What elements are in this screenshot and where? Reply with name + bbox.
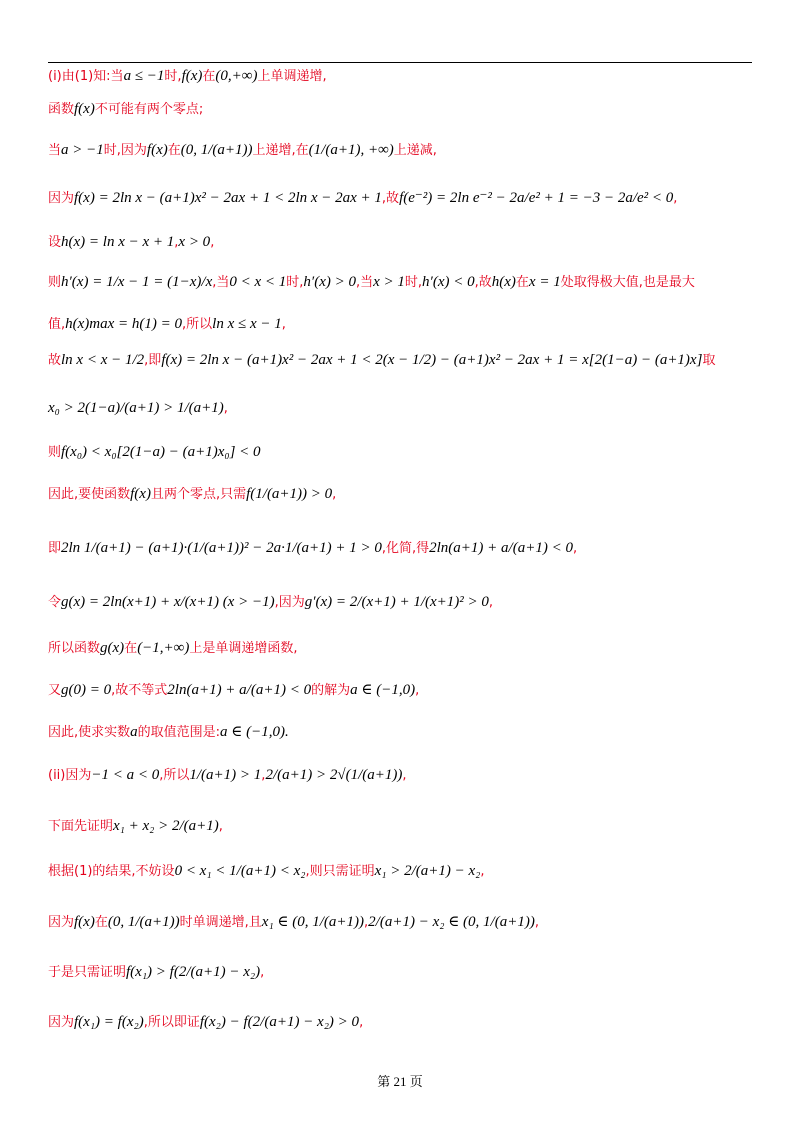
chinese-text: 令 [48, 595, 62, 610]
chinese-text: 因为 [48, 1015, 75, 1030]
chinese-text: 根据(1)的结果,不妨设 [48, 864, 175, 879]
math-expression: f(x) [181, 68, 203, 84]
solution-line [48, 816, 223, 837]
math-expression: g(0) = 0 [61, 682, 112, 698]
math-expression: f(x₂) − f(2/(a+1) − x₂) > 0 [199, 1014, 360, 1030]
math-expression: f(1/(a+1)) > 0 [246, 486, 333, 502]
chinese-text: 时, [404, 275, 423, 290]
chinese-text: (ii)因为 [48, 768, 92, 783]
math-expression: 2ln(a+1) + a/(a+1) < 0 [167, 682, 312, 698]
solution-line [48, 484, 336, 505]
chinese-text: 设 [48, 235, 62, 250]
math-expression: h′(x) = 1/x − 1 = (1−x)/x [61, 274, 213, 290]
math-expression: 2ln 1/(a+1) − (a+1)·(1/(a+1))² − 2a·1/(a+1) + 1 > 0 [61, 540, 382, 556]
chinese-text: 因为 [48, 915, 75, 930]
math-expression: x₁ ∈ (0, 1/(a+1)) [261, 914, 365, 930]
math-expression: x > 0 [178, 234, 211, 250]
chinese-text: ,所以 [159, 768, 190, 783]
solution-line [48, 350, 715, 371]
math-expression: 0 < x < 1 [229, 274, 287, 290]
solution-line [48, 314, 286, 335]
math-expression: (0, 1/(a+1)) [180, 142, 253, 158]
math-expression: h(x) = ln x − x + 1 [61, 234, 175, 250]
math-expression: a [130, 724, 138, 740]
solution-line [48, 765, 406, 786]
chinese-text: 则 [48, 445, 62, 460]
solution-line [48, 99, 203, 120]
chinese-text: 在 [202, 69, 216, 84]
chinese-text: 不可能有两个零点; [94, 102, 204, 117]
chinese-text: , [210, 235, 215, 250]
math-expression: f(x) [74, 101, 95, 117]
solution-line [48, 188, 677, 209]
chinese-text: ,则只需证明 [305, 864, 375, 879]
math-expression: 0 < x₁ < 1/(a+1) < x₂ [174, 863, 306, 879]
chinese-text: , [359, 1015, 364, 1030]
chinese-text: 因为 [48, 191, 75, 206]
chinese-text: 值, [48, 317, 66, 332]
chinese-text: , [223, 401, 228, 416]
math-expression: (0, 1/(a+1)) [107, 914, 180, 930]
chinese-text: 又 [48, 683, 62, 698]
chinese-text: 上递增,在 [252, 143, 309, 158]
chinese-text: , [572, 541, 578, 556]
chinese-text: 上是单调递增函数, [189, 641, 298, 656]
chinese-text: , [218, 819, 223, 834]
chinese-text: ,因为 [274, 595, 305, 610]
chinese-text: 的取值范围是: [137, 725, 221, 740]
math-expression: f(x₁) > f(2/(a+1) − x₂) [126, 964, 261, 980]
math-expression: h(x) [491, 274, 516, 290]
math-expression: ln x ≤ x − 1 [212, 316, 282, 332]
math-expression: 2/(a+1) − x₂ ∈ (0, 1/(a+1)) [368, 914, 535, 930]
chinese-text: 因此,要使函数 [48, 487, 131, 502]
math-expression: f(x₀) < x₀[2(1−a) − (a+1)x₀] < 0 [61, 444, 261, 460]
chinese-text: ,所以 [182, 317, 213, 332]
chinese-text: 的解为 [311, 683, 351, 698]
math-expression: a ∈ (−1,0). [220, 724, 289, 740]
chinese-text: 因此,使求实数 [48, 725, 131, 740]
solution-line [48, 722, 289, 743]
chinese-text: 所以函数 [48, 641, 101, 656]
chinese-text: ,当 [212, 275, 230, 290]
chinese-text: ,故 [381, 191, 400, 206]
chinese-text: 即 [48, 541, 62, 556]
chinese-text: , [402, 768, 407, 783]
chinese-text: 于是只需证明 [48, 965, 127, 980]
chinese-text: 故 [48, 353, 62, 368]
chinese-text: , [332, 487, 337, 502]
math-expression: g′(x) = 2/(x+1) + 1/(x+1)² > 0 [304, 594, 489, 610]
solution-line [48, 592, 493, 613]
chinese-text: ,故 [474, 275, 492, 290]
chinese-text: , [415, 683, 420, 698]
solution-line [48, 66, 327, 87]
math-expression: x = 1 [528, 274, 561, 290]
math-expression: x₁ > 2/(a+1) − x₂ [374, 863, 481, 879]
solution-line [48, 962, 264, 983]
math-expression: 2ln(a+1) + a/(a+1) < 0 [429, 540, 573, 556]
math-expression: (0,+∞) [215, 68, 258, 84]
math-expression: x > 1 [373, 274, 405, 290]
math-expression: a ≤ −1 [123, 68, 165, 84]
chinese-text: , [673, 191, 678, 206]
math-expression: h′(x) > 0 [303, 274, 356, 290]
chinese-text: 则 [48, 275, 62, 290]
page-footer: 第 21 页 [377, 1074, 423, 1089]
math-expression: f(x) = 2ln x − (a+1)x² − 2ax + 1 < 2(x − 1/2) − (a+1)x² − 2ax + 1 = x[2(1−a) − (a+1)x] [161, 352, 703, 368]
chinese-text: , [260, 965, 265, 980]
solution-line [48, 638, 298, 659]
math-expression: ln x < x − 1/2 [61, 352, 145, 368]
chinese-text: , [534, 915, 539, 930]
chinese-text: 且两个零点,只需 [150, 487, 247, 502]
chinese-text: , [480, 864, 485, 879]
chinese-text: 时, [164, 69, 182, 84]
chinese-text: 取 [702, 353, 716, 368]
math-expression: a > −1 [61, 142, 104, 158]
chinese-text: 上单调递增, [257, 69, 327, 84]
chinese-text: 下面先证明 [48, 819, 114, 834]
math-expression: 1/(a+1) > 1 [189, 767, 262, 783]
math-expression: x₁ + x₂ > 2/(a+1) [113, 818, 219, 834]
solution-line [48, 538, 577, 559]
chinese-text: 处取得极大值,也是最大 [560, 275, 695, 290]
solution-line [48, 680, 419, 701]
chinese-text: 函数 [48, 102, 75, 117]
math-expression: −1 < a < 0 [91, 767, 160, 783]
solution-line [48, 232, 214, 253]
chinese-text: 时,因为 [103, 143, 147, 158]
math-expression: f(x) [146, 142, 168, 158]
math-expression: f(x₁) = f(x₂) [74, 1014, 144, 1030]
math-expression: h′(x) < 0 [422, 274, 475, 290]
math-expression: f(e⁻²) = 2ln e⁻² − 2a/e² + 1 = −3 − 2a/e² < 0 [399, 190, 674, 206]
chinese-text: 在 [94, 915, 108, 930]
chinese-text: 在 [124, 641, 138, 656]
solution-line [48, 442, 261, 463]
chinese-text: ,即 [144, 353, 162, 368]
math-expression: f(x) = 2ln x − (a+1)x² − 2ax + 1 < 2ln x − 2ax + 1 [74, 190, 382, 206]
solution-line [48, 861, 485, 882]
chinese-text: , [174, 235, 179, 250]
chinese-text: ,化简,得 [381, 541, 430, 556]
chinese-text: 时, [286, 275, 304, 290]
math-expression: g(x) = 2ln(x+1) + x/(x+1) (x > −1) [61, 594, 275, 610]
math-expression: h(x)max = h(1) = 0 [65, 316, 183, 332]
chinese-text: 时单调递增,且 [179, 915, 262, 930]
chinese-text: , [488, 595, 494, 610]
solution-line [48, 398, 228, 419]
solution-line [48, 272, 695, 293]
chinese-text: 当 [48, 143, 62, 158]
chinese-text: 在 [515, 275, 529, 290]
solution-line [48, 912, 539, 933]
math-expression: 2/(a+1) > 2√(1/(a+1)) [265, 767, 403, 783]
chinese-text: 在 [167, 143, 181, 158]
math-expression: (1/(a+1), +∞) [308, 142, 394, 158]
math-expression: (−1,+∞) [137, 640, 190, 656]
math-expression: f(x) [74, 914, 95, 930]
header-rule [48, 62, 752, 63]
math-expression: f(x) [130, 486, 151, 502]
chinese-text: ,当 [355, 275, 374, 290]
math-expression: a ∈ (−1,0) [350, 682, 416, 698]
chinese-text: ,所以即证 [143, 1015, 200, 1030]
chinese-text: ,故不等式 [111, 683, 168, 698]
math-expression: x₀ > 2(1−a)/(a+1) > 1/(a+1) [48, 400, 224, 416]
chinese-text: 上递减, [393, 143, 437, 158]
chinese-text: , [281, 317, 286, 332]
chinese-text: , [364, 915, 369, 930]
solution-line [48, 140, 437, 161]
math-expression: g(x) [100, 640, 125, 656]
chinese-text: (i)由(1)知:当 [48, 69, 124, 84]
solution-line [48, 1012, 363, 1033]
chinese-text: , [261, 768, 266, 783]
